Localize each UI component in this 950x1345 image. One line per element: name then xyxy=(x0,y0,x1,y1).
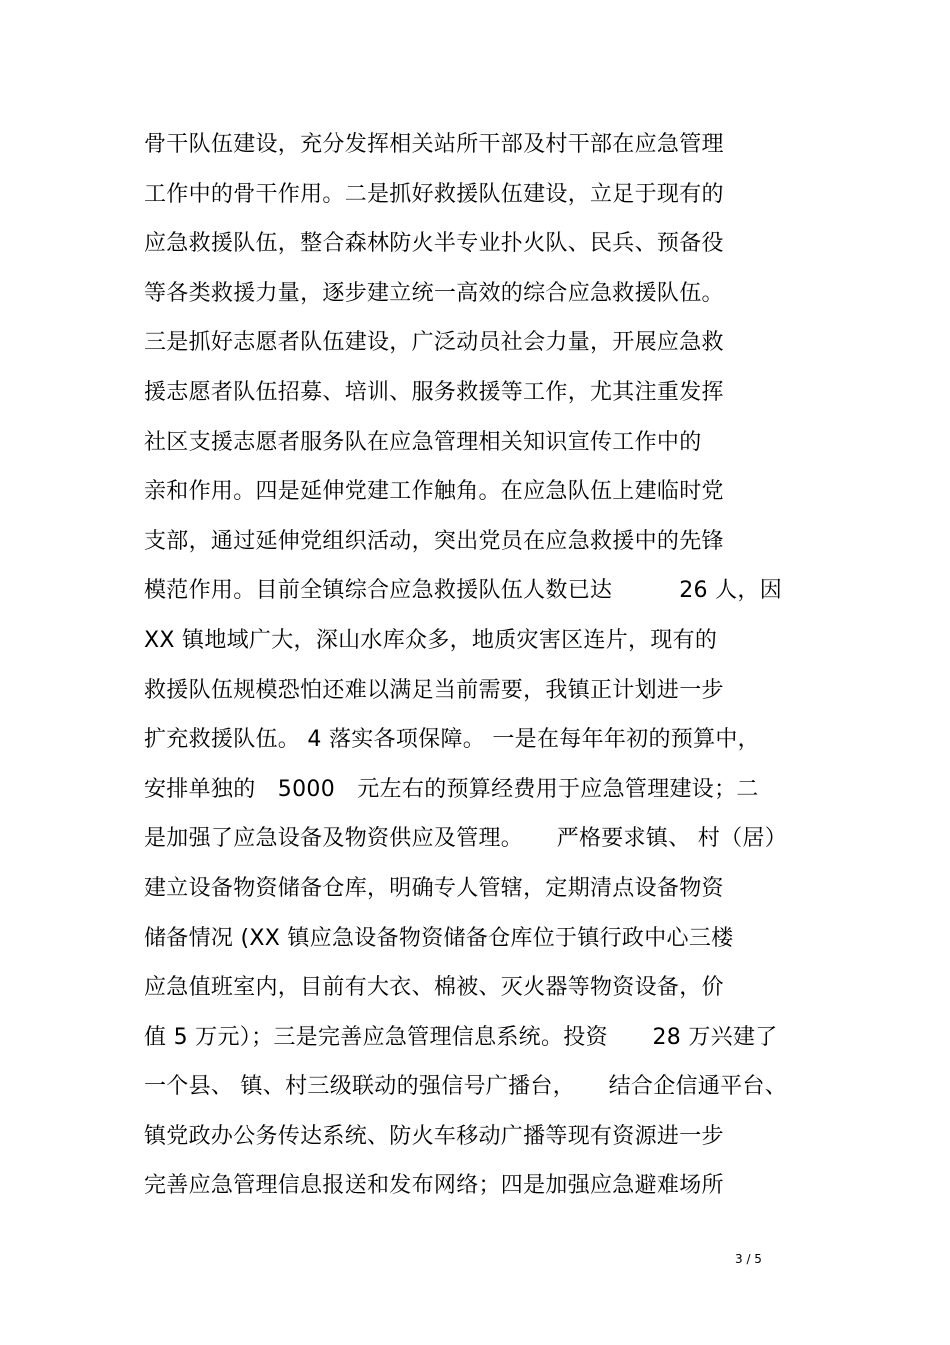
text-line: 社区支援志愿者服务队在应急管理相关知识宣传工作中的 xyxy=(144,429,702,455)
text-line: 救援队伍规模恐怕还难以满足当前需要，我镇正计划进一步 xyxy=(144,677,724,703)
text-line: 完善应急管理信息报送和发布网络；四是加强应急避难场所 xyxy=(144,1173,724,1199)
text-line: 建立设备物资储备仓库，明确专人管辖，定期清点设备物资 xyxy=(144,875,724,901)
text-line: 值 5 万元）；三是完善应急管理信息系统。投资 28 万兴建了 xyxy=(144,1024,778,1050)
page-number: 3 / 5 xyxy=(735,1252,762,1266)
text-line: 骨干队伍建设，充分发挥相关站所干部及村干部在应急管理 xyxy=(144,132,724,157)
text-line: 是加强了应急设备及物资供应及管理。 严格要求镇、 村（居） xyxy=(144,826,787,852)
text-line: XX 镇地域广大，深山水库众多，地质灾害区连片，现有的 xyxy=(144,627,718,653)
text-line: 三是抓好志愿者队伍建设，广泛动员社会力量，开展应急救 xyxy=(144,330,724,356)
text-line: 模范作用。目前全镇综合应急救援队伍人数已达 26 人，因 xyxy=(144,578,782,604)
body-text xyxy=(144,125,824,1216)
text-line: 应急救援队伍，整合森林防火半专业扑火队、民兵、预备役 xyxy=(144,231,724,257)
text-line: 镇党政办公务传达系统、防火车移动广播等现有资源进一步 xyxy=(144,1123,724,1149)
text-line: 应急值班室内，目前有大衣、棉被、灭火器等物资设备，价 xyxy=(144,975,724,1001)
text-line: 援志愿者队伍招募、培训、服务救援等工作，尤其注重发挥 xyxy=(144,379,724,405)
text-line: 扩充救援队伍。 4 落实各项保障。 一是在每年年初的预算中， xyxy=(144,727,760,753)
text-line: 工作中的骨干作用。二是抓好救援队伍建设，立足于现有的 xyxy=(144,181,724,207)
text-line: 支部，通过延伸党组织活动，突出党员在应急救援中的先锋 xyxy=(144,528,724,554)
text-line: 一个县、 镇、村三级联动的强信号广播台， 结合企信通平台、 xyxy=(144,1074,787,1100)
text-line: 安排单独的 5000 元左右的预算经费用于应急管理建设；二 xyxy=(144,776,759,802)
text-line: 等各类救援力量，逐步建立统一高效的综合应急救援队伍。 xyxy=(144,280,724,306)
text-line: 亲和作用。四是延伸党建工作触角。在应急队伍上建临时党 xyxy=(144,479,724,505)
text-line: 储备情况 (XX 镇应急设备物资储备仓库位于镇行政中心三楼 xyxy=(144,925,734,951)
